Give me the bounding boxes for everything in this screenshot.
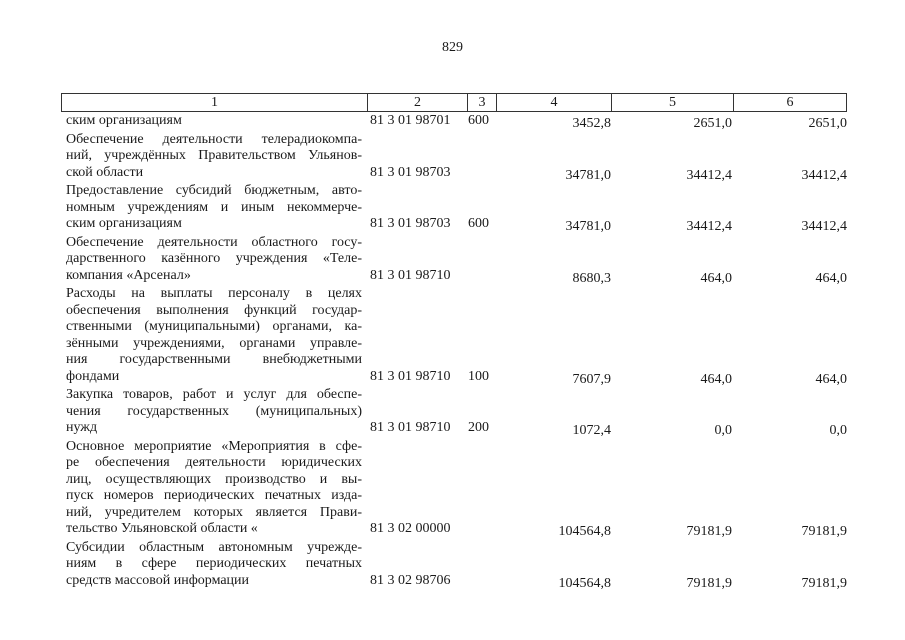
row-name [66,113,362,130]
table-row [66,439,856,538]
row-name-line: Расходы на выплаты персоналу в целях [66,286,362,301]
row-value-4: 34781,0 [565,167,611,183]
row-code: 81 3 01 98710 [370,267,451,283]
row-expense-type: 600 [468,113,489,128]
row-expense-type: 200 [468,420,489,435]
row-name [66,235,362,285]
row-name [66,286,362,385]
row-expense-type: 100 [468,368,489,384]
column-header-3: 3 [468,94,497,112]
column-header-2: 2 [368,94,468,112]
row-value-6: 79181,9 [801,575,847,591]
row-value-4: 34781,0 [565,219,611,234]
row-name-line: нужд [66,420,98,435]
row-name-line: ской области [66,164,144,180]
row-value-6: 34412,4 [801,167,847,183]
row-name-line: ния государственными внебюджетными [66,352,362,367]
row-value-6: 34412,4 [801,219,847,234]
row-name-line: дарственного казённого учреждения «Теле- [66,251,362,266]
row-value-4: 104564,8 [558,524,611,539]
row-name [66,439,362,538]
row-value-5: 34412,4 [686,219,732,234]
table-row [66,132,856,182]
row-name-line: Обеспечение деятельности областного госу- [66,234,362,250]
column-header-5: 5 [612,94,734,112]
row-code: 81 3 01 98703 [370,216,451,231]
row-code: 81 3 01 98710 [370,368,451,384]
table-row [66,540,856,590]
row-value-6: 464,0 [815,371,847,387]
row-value-4: 104564,8 [558,575,611,591]
row-code: 81 3 01 98703 [370,164,451,180]
table-row [66,113,856,130]
row-name-line: ственными (муниципальными) органами, ка- [66,319,362,334]
row-name-line: ским организациям [66,113,182,128]
table-row [66,183,856,233]
column-header-table [61,93,847,112]
row-value-5: 0,0 [714,423,732,438]
row-name-line: фондами [66,368,120,384]
row-name-line: чения государственных (муниципальных) [66,403,362,419]
row-name-line: ний, учреждённых Правительством Ульянов- [66,148,362,163]
row-name-line: средств массовой информации [66,572,250,588]
row-name [66,183,362,233]
row-code: 81 3 02 98706 [370,572,451,588]
row-code: 81 3 02 00000 [370,521,451,536]
row-value-6: 464,0 [815,270,847,286]
row-name [66,540,362,590]
table-row [66,387,856,437]
row-value-6: 79181,9 [801,524,847,539]
row-value-6: 0,0 [829,423,847,438]
row-name-line: пуск номеров периодических печатных изда- [66,488,362,503]
row-code: 81 3 01 98710 [370,420,451,435]
column-header-4: 4 [497,94,612,112]
row-name-line: ний, учредителем которых является Прави- [66,504,362,520]
row-name-line: Закупка товаров, работ и услуг для обеспе- [66,387,362,402]
page-number: 829 [442,40,463,55]
row-name-line: зёнными учреждениями, органами управле- [66,335,362,351]
row-expense-type: 600 [468,216,489,231]
column-header-1: 1 [62,94,368,112]
row-name-line: компания «Арсенал» [66,267,191,283]
row-name [66,132,362,182]
row-value-5: 34412,4 [686,167,732,183]
row-value-5: 79181,9 [686,524,732,539]
row-value-6: 2651,0 [808,116,847,131]
row-name-line: Основное мероприятие «Мероприятия в сфе- [66,438,362,454]
row-value-5: 464,0 [700,270,732,286]
row-value-5: 79181,9 [686,575,732,591]
row-name-line: Субсидии областным автономным учрежде- [66,539,362,555]
row-value-5: 2651,0 [693,116,732,131]
table-body [66,113,856,589]
row-name-line: номным учреждениям и иным некоммерче- [66,199,362,215]
row-name-line: ниям в сфере периодических печатных [66,556,362,571]
row-name-line: Обеспечение деятельности телерадиокомпа- [66,131,362,147]
row-value-4: 8680,3 [572,270,611,286]
row-name-line: лиц, осуществляющих производство и вы- [66,471,362,487]
row-name-line: ре обеспечения деятельности юридических [66,455,362,470]
row-name [66,387,362,437]
row-name-line: обеспечения выполнения функций государ- [66,302,362,318]
row-value-4: 3452,8 [572,116,611,131]
column-header-6: 6 [734,94,847,112]
table-row [66,286,856,385]
row-name-line: тельство Ульяновской области « [66,521,258,536]
row-value-4: 7607,9 [572,371,611,387]
table-row [66,235,856,285]
row-value-4: 1072,4 [572,423,611,438]
row-code: 81 3 01 98701 [370,113,451,128]
row-name-line: Предоставление субсидий бюджетным, авто- [66,183,362,198]
row-value-5: 464,0 [700,371,732,387]
row-name-line: ским организациям [66,216,182,231]
